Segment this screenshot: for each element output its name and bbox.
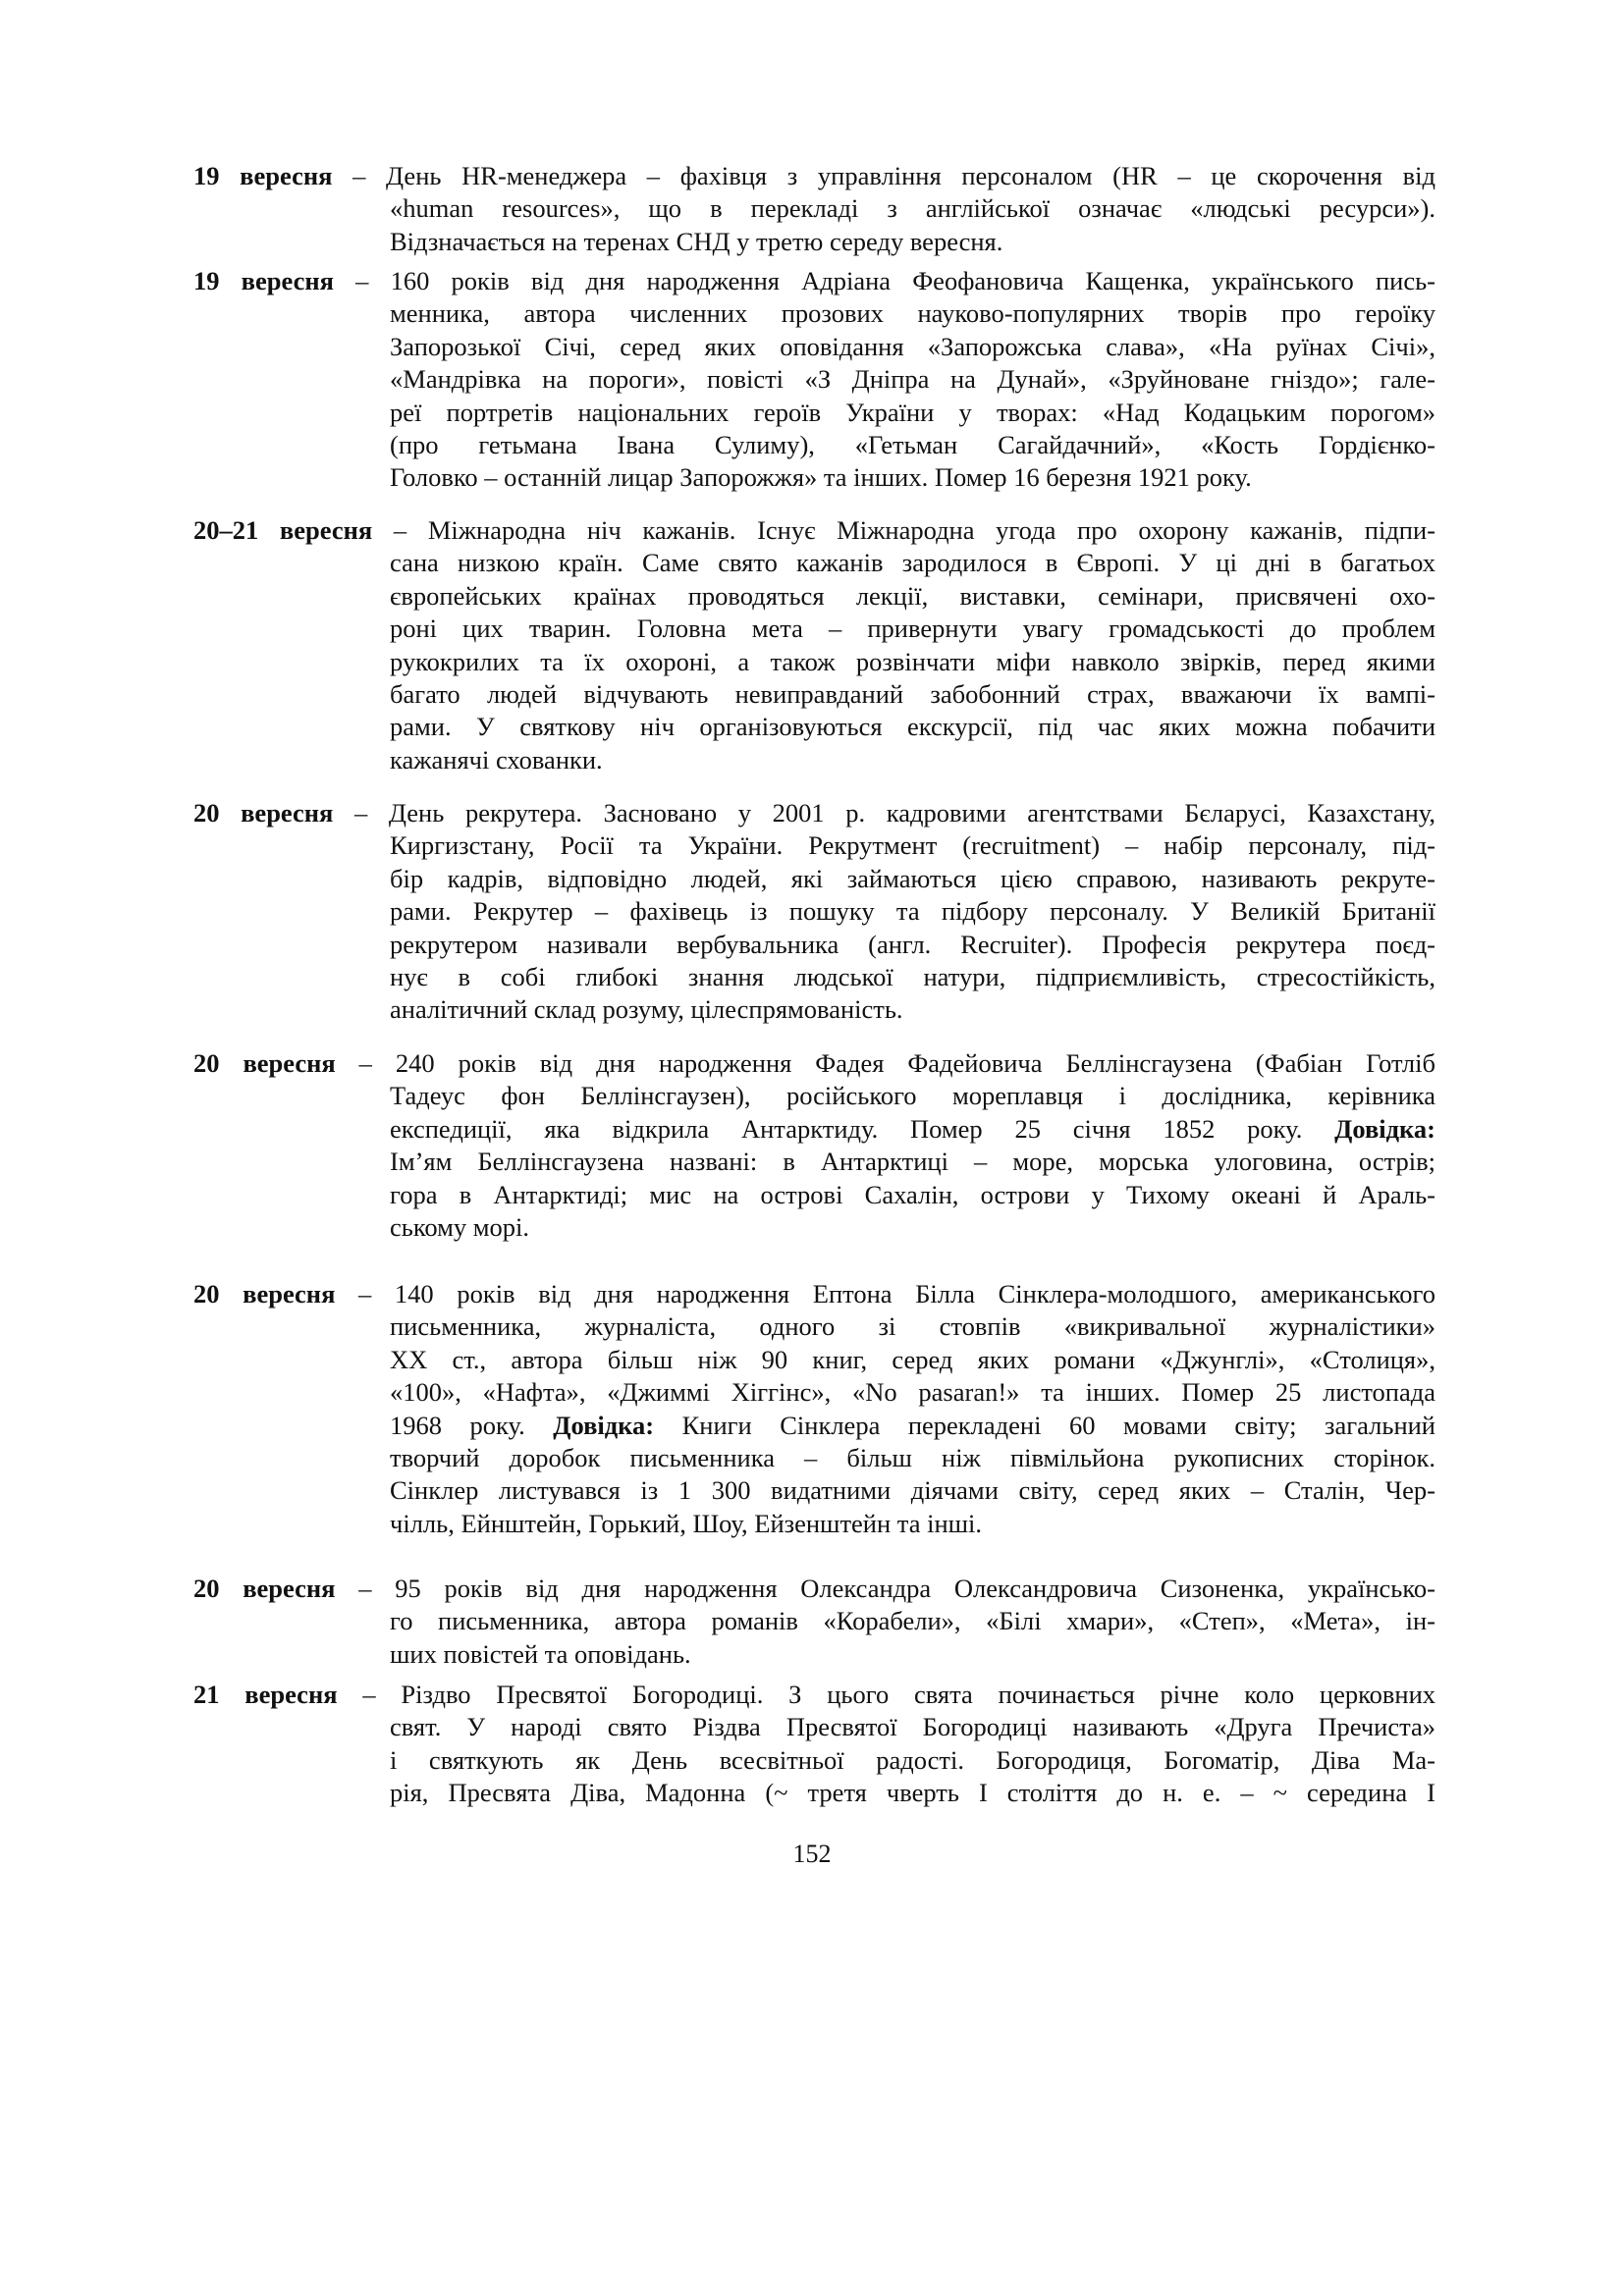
calendar-entry: 19 вересня – День HR-менеджера – фахівця з управління персоналом (HR – це скорочення від «human resources», що в перекладі з англійської означає «людські ресурси»). Відзначається на теренах СНД у третю середу вересня. (193, 161, 1436, 256)
calendar-entry: 20 вересня – 240 років від дня народження Фадея Фадейовича Беллінсгаузена (Фабіан Готліб Тадеус фон Беллінсгаузен), російського мореплавця і дослідника, керівника експедиції, яка відкрила Антарктиду. Помер 25 січня 1852 року. Довідка: Ім’ям Беллінсгаузена названі: в Антарктиці – море, морська улоговина, острів; гора в Антарктиді; мис на острові Сахалін, острови у Тихому океані й Араль- ському морі. (193, 1048, 1435, 1243)
calendar-entry: 20 вересня – День рекрутера. Засновано у 2001 р. кадровими агентствами Бєларусі, Казахстану, Киргизстану, Росії та України. Рекрутмент (recruitment) – набір персоналу, під- бір кадрів, відповідно людей, які займаються цією справою, називають рекруте- рами. Рекрутер – фахівець із пошуку та підбору персоналу. У Великій Британії рекрутером називали вербувальника (англ. Recruiter). Професія рекрутера поєд- нує в собі глибокі знання людської натури, підприємливість, стресостійкість, аналітичний склад розуму, цілеспрямованість. (193, 798, 1435, 1025)
entry-date: 20–21 вересня (193, 515, 373, 545)
calendar-entry: 20 вересня – 140 років від дня народження Ептона Білла Сінклера-молодшого, американського письменника, журналіста, одного зі стовпів «викривальної журналістики» XX ст., автора більш ніж 90 книг, серед яких романи «Джунглі», «Столиця», «100», «Нафта», «Джиммі Хіггінс», «No pasaran!» та інших. Помер 25 листопада 1968 року. Довідка: Книги Сінклера перекладені 60 мовами світу; загальний творчий доробок письменника – більш ніж півмільйона рукописних сторінок. Сінклер листувався із 1 300 видатними діячами світу, серед яких – Сталін, Чер- чілль, Ейнштейн, Горький, Шоу, Ейзенштейн та інші. (193, 1279, 1436, 1538)
entry-date: 20 вересня (193, 1048, 336, 1078)
calendar-entry: 20 вересня – 95 років від дня народження Олександра Олександровича Сизоненка, українсько- го письменника, автора романів «Корабели», «Білі хмари», «Степ», «Мета», ін- ших повістей та оповідань. (193, 1574, 1435, 1669)
calendar-entry: 21 вересня – Різдво Пресвятої Богородиці. З цього свята починається річне коло церковних свят. У народі свято Різдва Пресвятої Богородиці називають «Друга Пречиста» і святкують як День всесвітньої радості. Богородиця, Богоматір, Діва Ма- рія, Пресвята Діва, Мадонна (~ третя чверть І століття до н. е. – ~ середина І (193, 1680, 1436, 1808)
page-number: 152 (792, 1840, 832, 1868)
calendar-entry: 20–21 вересня – Міжнародна ніч кажанів. Існує Міжнародна угода про охорону кажанів, підпи- сана низкою країн. Саме свято кажанів зародилося в Європі. У ці дні в багатьох європейських країнах проводяться лекції, виставки, семінари, присвячені охо- роні цих тварин. Головна мета – привернути увагу громадськості до проблем рукокрилих та їх охороні, а також розвінчати міфи навколо звірків, перед якими багато людей відчувають невиправданий забобонний страх, вважаючи їх вампі- рами. У святкову ніч організовуються екскурсії, під час яких можна побачити кажанячі схованки. (193, 515, 1435, 774)
calendar-entry: 19 вересня – 160 років від дня народження Адріана Феофановича Кащенка, українського пись- менника, автора численних прозових науково-популярних творів про героїку Запорозької Січі, серед яких оповідання «Запорожська слава», «На руїнах Січі», «Мандрівка на пороги», повісті «З Дніпра на Дунай», «Зруйноване гніздо»; гале- реї портретів національних героїв України у творах: «Над Кодацьким порогом» (про гетьмана Івана Сулиму), «Гетьман Сагайдачний», «Кость Гордієнко- Головко – останній лицар Запорожжя» та інших. Помер 16 березня 1921 року. (193, 266, 1435, 493)
entry-date: 19 вересня (193, 161, 333, 190)
entry-date: 21 вересня (193, 1680, 338, 1709)
entry-date: 20 вересня (193, 798, 334, 828)
entry-date: 19 вересня (193, 266, 334, 295)
entry-date: 20 вересня (193, 1574, 336, 1603)
note-label: Довідка: (1334, 1113, 1435, 1144)
note-label: Довідка: (553, 1410, 655, 1440)
entry-date: 20 вересня (193, 1279, 336, 1308)
